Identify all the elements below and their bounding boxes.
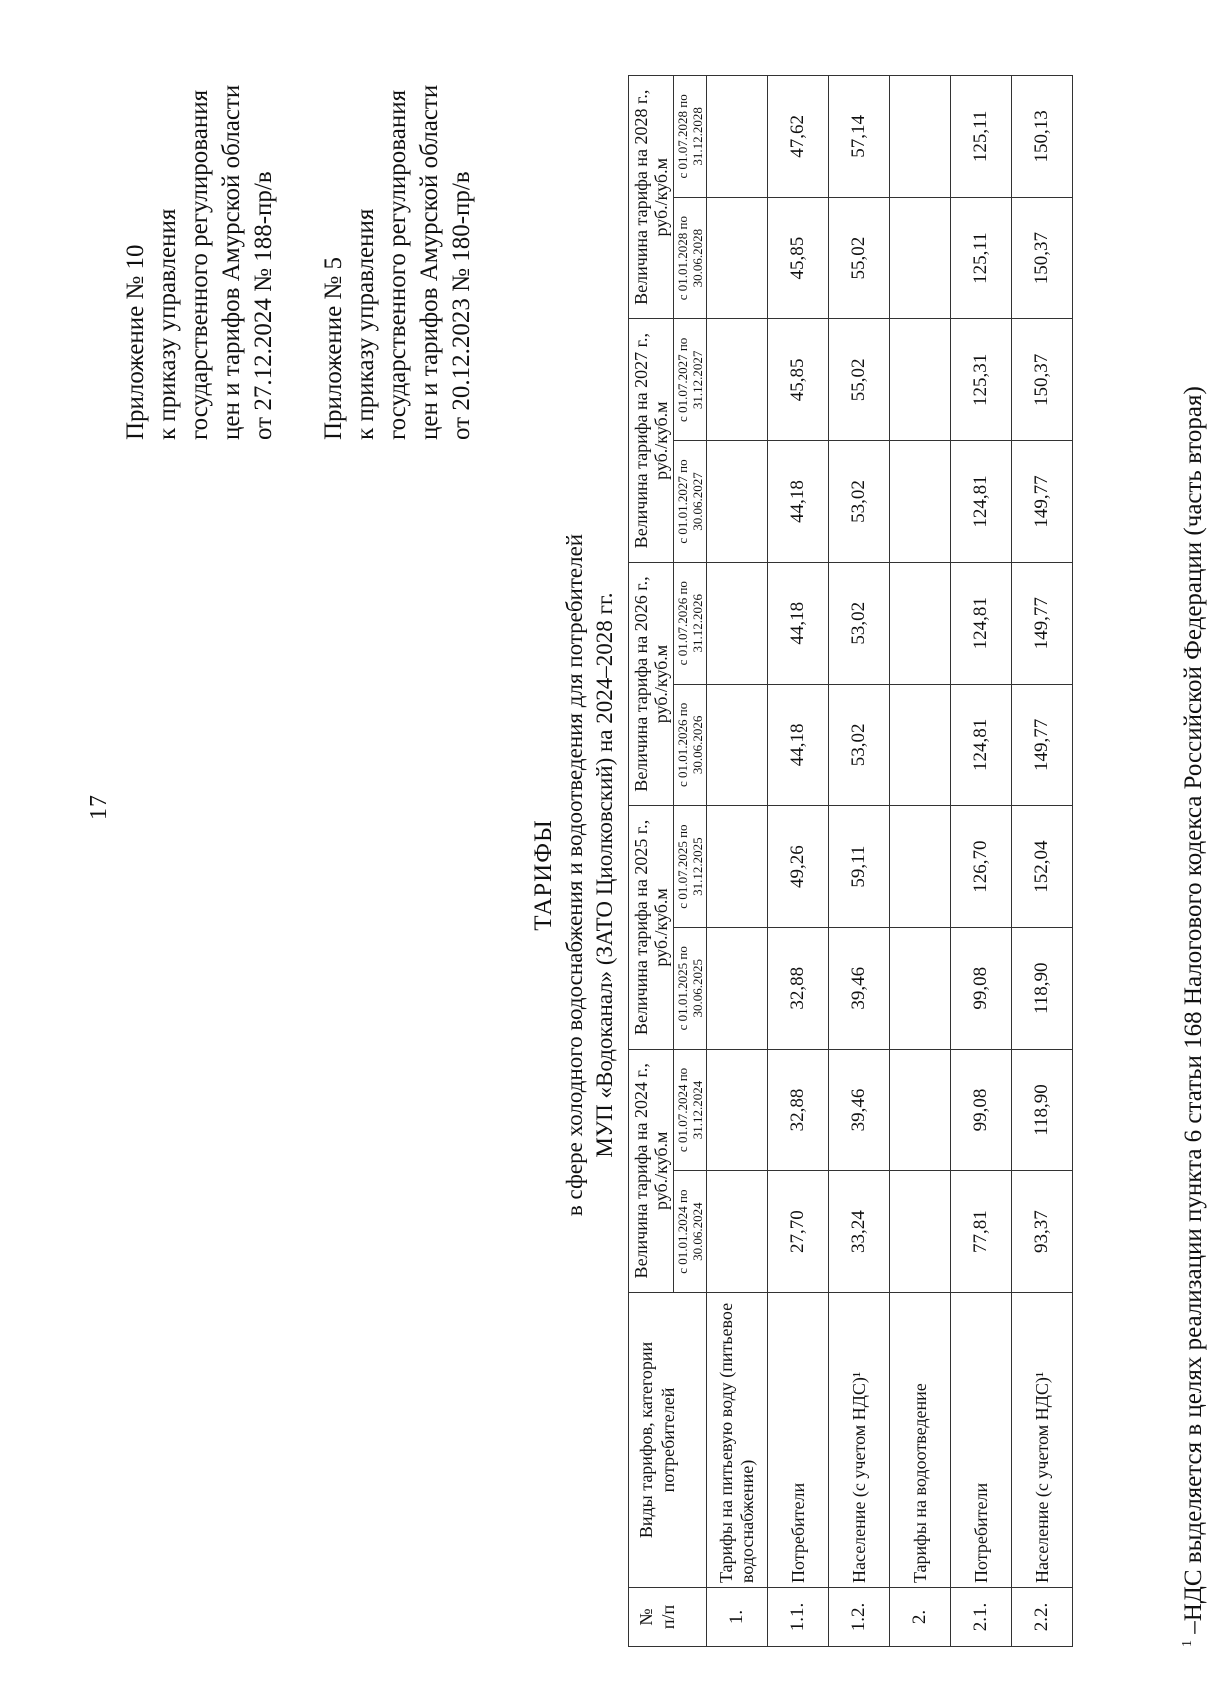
tariff-value: 53,02 [829, 441, 890, 563]
page-number: 17 [86, 794, 112, 820]
tariff-value: 59,11 [829, 806, 890, 928]
tariff-value [707, 1049, 768, 1171]
header-period: с 01.07.2025 по 31.12.2025 [674, 806, 707, 928]
tariff-value: 118,90 [1012, 927, 1073, 1049]
tariff-value: 49,26 [768, 806, 829, 928]
header-period: с 01.01.2028 по 30.06.2028 [674, 197, 707, 319]
annex-line: цен и тарифов Амурской области [416, 84, 443, 440]
table-row [707, 76, 768, 1647]
header-period: с 01.01.2025 по 30.06.2025 [674, 927, 707, 1049]
tariff-value [707, 684, 768, 806]
header-year-2026: Величина тарифа на 2026 г., руб./куб.м [629, 562, 674, 805]
row-category: Потребители [951, 1292, 1012, 1587]
tariff-value: 99,08 [951, 927, 1012, 1049]
row-number: 1.2. [829, 1588, 890, 1647]
tariff-value [890, 927, 951, 1049]
header-period: с 01.01.2027 по 30.06.2027 [674, 441, 707, 563]
tariff-value: 118,90 [1012, 1049, 1073, 1171]
annex-line: цен и тарифов Амурской области [218, 84, 245, 440]
tariff-value: 149,77 [1012, 684, 1073, 806]
row-number: 2. [890, 1588, 951, 1647]
header-number: № п/п [629, 1588, 707, 1647]
annex-line: к приказу управления [154, 208, 181, 440]
tariff-value: 44,18 [768, 684, 829, 806]
tariff-value [890, 76, 951, 198]
tariff-value: 44,18 [768, 441, 829, 563]
row-category: Потребители [768, 1292, 829, 1587]
annex-line: государственного регулирования [186, 89, 213, 440]
tariff-value [890, 806, 951, 928]
tariff-value: 32,88 [768, 1049, 829, 1171]
tariff-value: 55,02 [829, 197, 890, 319]
tariff-value [890, 1049, 951, 1171]
tariff-value: 33,24 [829, 1171, 890, 1293]
tariff-value [707, 1171, 768, 1293]
tariff-value: 152,04 [1012, 806, 1073, 928]
tariff-value [890, 197, 951, 319]
tariff-value [707, 441, 768, 563]
row-number: 1.1. [768, 1588, 829, 1647]
tariff-value: 44,18 [768, 562, 829, 684]
row-number: 1. [707, 1588, 768, 1647]
tariff-value: 150,37 [1012, 197, 1073, 319]
header-period: с 01.01.2026 по 30.06.2026 [674, 684, 707, 806]
annex-line: от 20.12.2023 № 180-пр/в [448, 171, 475, 440]
tariff-value [890, 562, 951, 684]
tariff-value: 93,37 [1012, 1171, 1073, 1293]
tariff-value: 57,14 [829, 76, 890, 198]
header-year-2024: Величина тарифа на 2024 г., руб./куб.м [629, 1049, 674, 1292]
tariff-value: 125,31 [951, 319, 1012, 441]
annex-line: от 27.12.2024 № 188-пр/в [250, 171, 277, 440]
annex-line: Приложение № 5 [320, 256, 347, 440]
tariff-value: 53,02 [829, 562, 890, 684]
table-row [890, 76, 951, 1647]
header-period: с 01.07.2028 по 31.12.2028 [674, 76, 707, 198]
row-category: Тарифы на питьевую воду (питьевое водоснабжение) [707, 1292, 768, 1587]
tariff-value: 32,88 [768, 927, 829, 1049]
tariff-value: 124,81 [951, 441, 1012, 563]
tariff-value: 126,70 [951, 806, 1012, 928]
annex-line: к приказу управления [352, 208, 379, 440]
tariff-value [707, 806, 768, 928]
tariff-value: 27,70 [768, 1171, 829, 1293]
tariff-value: 39,46 [829, 1049, 890, 1171]
tariff-value [707, 76, 768, 198]
tariff-value: 149,77 [1012, 441, 1073, 563]
header-period: с 01.07.2026 по 31.12.2026 [674, 562, 707, 684]
tariff-value [707, 197, 768, 319]
tariff-value: 149,77 [1012, 562, 1073, 684]
tariff-value: 55,02 [829, 319, 890, 441]
footnote-text: –НДС выделяется в целях реализации пункта 6 статьи 168 Налогового кодекса Российской Федерации (часть вторая) [1180, 386, 1207, 1640]
tariff-value: 39,46 [829, 927, 890, 1049]
table-row [951, 76, 1012, 1647]
row-number: 2.2. [1012, 1588, 1073, 1647]
rotated-content [60, 55, 1210, 1675]
tariff-value: 45,85 [768, 319, 829, 441]
tariff-value [890, 441, 951, 563]
tariff-value: 47,62 [768, 76, 829, 198]
header-year-2025: Величина тарифа на 2025 г., руб./куб.м [629, 806, 674, 1049]
tariff-value: 150,37 [1012, 319, 1073, 441]
row-category: Население (с учетом НДС)¹ [829, 1292, 890, 1587]
table-row [829, 76, 890, 1647]
tariff-value: 125,11 [951, 197, 1012, 319]
table-row [768, 76, 829, 1647]
annex-header-2 [318, 85, 478, 440]
title-main: ТАРИФЫ [530, 819, 557, 931]
header-year-2028: Величина тарифа на 2028 г., руб./куб.м [629, 76, 674, 319]
tariff-value: 124,81 [951, 562, 1012, 684]
annex-line: Приложение № 10 [122, 244, 149, 440]
table-row [1012, 76, 1073, 1647]
footnote-mark: 1 [1180, 1640, 1195, 1647]
tariff-value [890, 319, 951, 441]
tariff-value: 150,13 [1012, 76, 1073, 198]
annex-header-1 [120, 85, 280, 440]
tariff-value [707, 562, 768, 684]
tariff-value: 99,08 [951, 1049, 1012, 1171]
tariff-value: 124,81 [951, 684, 1012, 806]
header-tariff-type: Виды тарифов, категории потребителей [629, 1292, 707, 1587]
tariff-value: 125,11 [951, 76, 1012, 198]
footnote [1180, 386, 1208, 1647]
header-year-2027: Величина тарифа на 2027 г., руб./куб.м [629, 319, 674, 562]
annex-line: государственного регулирования [384, 89, 411, 440]
header-period: с 01.07.2027 по 31.12.2027 [674, 319, 707, 441]
document-title [528, 235, 620, 1515]
tariff-value [890, 1171, 951, 1293]
header-period: с 01.01.2024 по 30.06.2024 [674, 1171, 707, 1293]
row-category: Население (с учетом НДС)¹ [1012, 1292, 1073, 1587]
header-period: с 01.07.2024 по 31.12.2024 [674, 1049, 707, 1171]
tariff-value [890, 684, 951, 806]
tariffs-table [628, 75, 1073, 1647]
title-line-2: МУП «Водоканал» (ЗАТО Циолковский) на 2024–2028 гг. [592, 592, 617, 1158]
tariff-value: 45,85 [768, 197, 829, 319]
tariff-value [707, 927, 768, 1049]
title-line-1: в сфере холодного водоснабжения и водоотведения для потребителей [562, 533, 587, 1217]
row-category: Тарифы на водоотведение [890, 1292, 951, 1587]
tariff-value: 77,81 [951, 1171, 1012, 1293]
tariff-value [707, 319, 768, 441]
row-number: 2.1. [951, 1588, 1012, 1647]
tariff-value: 53,02 [829, 684, 890, 806]
